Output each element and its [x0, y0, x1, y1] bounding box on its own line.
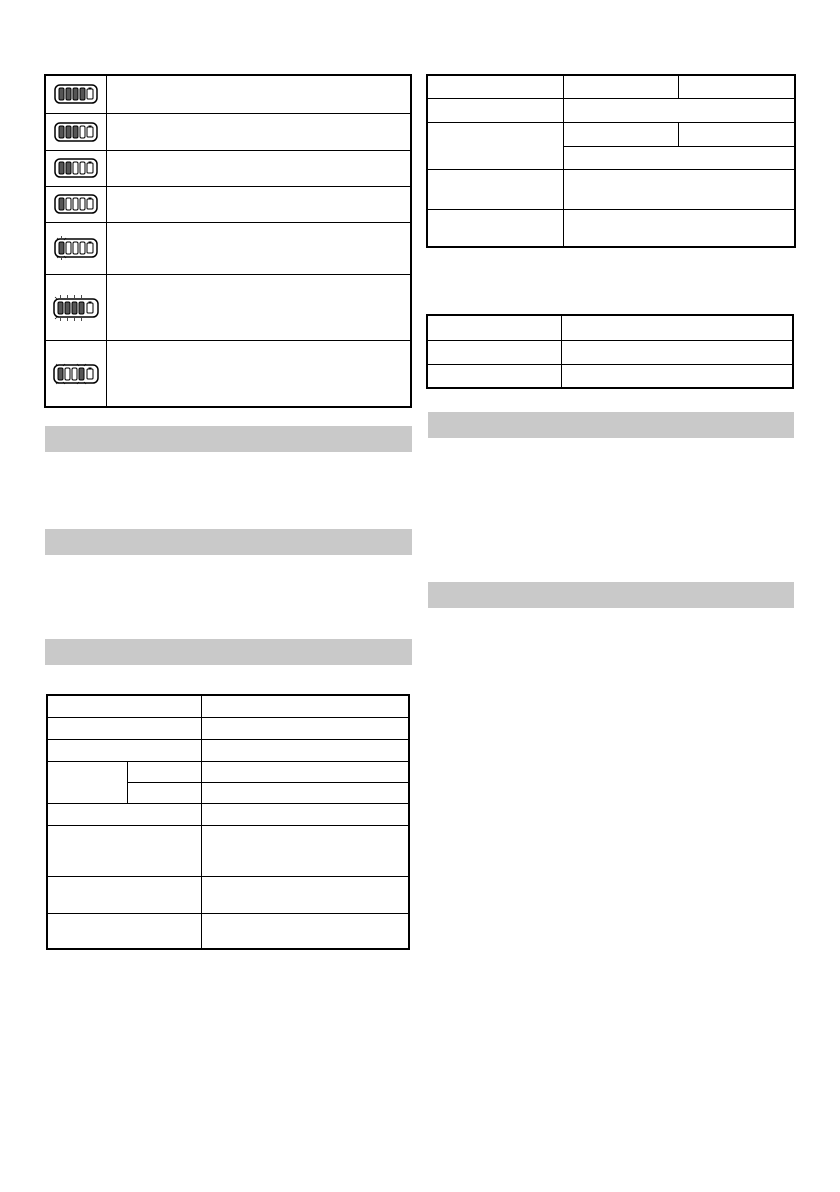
battery-description — [107, 341, 412, 407]
mode-value-cell — [561, 364, 793, 388]
info-value-cell — [563, 75, 678, 98]
spec-label-cell — [47, 695, 201, 717]
specifications-table — [46, 694, 410, 950]
battery-description — [107, 150, 412, 186]
mode-label-cell — [427, 340, 561, 364]
info-value-cell — [563, 209, 795, 247]
info-value-cell — [563, 169, 795, 209]
spec-label-cell — [47, 739, 201, 761]
battery-icon-cell — [45, 113, 107, 150]
battery-description — [107, 222, 412, 274]
info-value-cell — [678, 122, 795, 146]
battery-description — [107, 186, 412, 222]
info-value-cell — [563, 98, 795, 122]
battery-level-4-bars-icon — [54, 84, 98, 104]
spec-sublabel-cell — [127, 761, 201, 782]
battery-icon-cell — [45, 150, 107, 186]
info-label-cell — [427, 98, 563, 122]
info-label-cell — [427, 209, 563, 247]
spec-label-cell — [47, 825, 201, 876]
spec-label-cell — [47, 717, 201, 739]
section-heading-bar — [45, 639, 412, 665]
spec-label-cell — [47, 876, 201, 913]
spec-value-cell — [201, 739, 409, 761]
battery-icon-cell — [45, 275, 107, 341]
spec-value-cell — [201, 825, 409, 876]
spec-value-cell — [201, 803, 409, 825]
battery-icon-cell — [45, 222, 107, 274]
spec-value-cell — [201, 695, 409, 717]
spec-sublabel-cell — [127, 782, 201, 803]
spec-label-cell — [47, 913, 201, 949]
mode-value-cell — [561, 340, 793, 364]
section-heading-bar — [428, 582, 794, 608]
section-heading-bar — [45, 529, 412, 555]
spec-label-cell — [47, 803, 201, 825]
mode-table — [426, 314, 794, 389]
info-label-cell — [427, 122, 563, 169]
info-value-cell — [563, 146, 795, 169]
battery-level-1-bar-icon — [54, 194, 98, 214]
mode-label-cell — [427, 315, 561, 340]
info-value-cell — [563, 122, 678, 146]
battery-icon-cell — [45, 186, 107, 222]
info-value-cell — [678, 75, 795, 98]
spec-value-cell — [201, 761, 409, 782]
battery-level-1-bar-blinking-icon — [52, 234, 100, 262]
spec-value-cell — [201, 876, 409, 913]
mode-value-cell — [561, 315, 793, 340]
info-table — [426, 74, 796, 248]
battery-description — [107, 75, 412, 113]
battery-level-2-bars-icon — [54, 158, 98, 178]
info-label-cell — [427, 169, 563, 209]
section-heading-bar — [45, 426, 412, 452]
battery-indicator-table — [44, 74, 412, 408]
battery-icon-cell — [45, 75, 107, 113]
battery-all-bars-blinking-icon — [51, 292, 101, 324]
spec-value-cell — [201, 913, 409, 949]
section-heading-bar — [428, 412, 794, 438]
battery-description — [107, 275, 412, 341]
battery-description — [107, 113, 412, 150]
battery-alternating-blink-icon — [51, 358, 101, 390]
battery-icon-cell — [45, 341, 107, 407]
battery-level-3-bars-icon — [54, 122, 98, 142]
mode-label-cell — [427, 364, 561, 388]
spec-group-label-cell — [47, 761, 127, 803]
spec-value-cell — [201, 717, 409, 739]
info-label-cell — [427, 75, 563, 98]
spec-value-cell — [201, 782, 409, 803]
